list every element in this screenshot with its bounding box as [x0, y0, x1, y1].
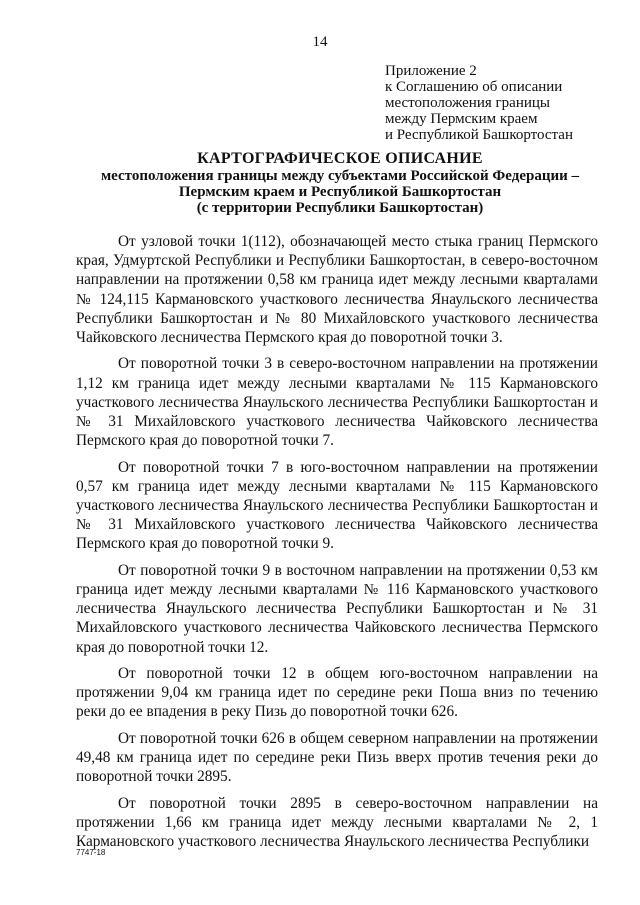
document-heading	[40, 150, 640, 216]
appendix-line: и Республикой Башкортостан	[385, 127, 573, 143]
document-body	[76, 232, 598, 858]
subtitle-line: местоположения границы между субъектами Российской Федерации –	[100, 168, 580, 184]
document-subtitle	[40, 168, 640, 216]
body-paragraph: От поворотной точки 9 в восточном направлении на протяжении 0,53 км граница идет между лесными кварталами № 116 Кармановского участкового лесничества Янаульского лесничества Республики Башкортостан и № 31 Михайловского участкового лесничества Чайковского лесничества Пермского края до поворотной точки 12.	[76, 561, 598, 656]
body-paragraph: От поворотной точки 626 в общем северном направлении на протяжении 49,48 км граница идет по середине реки Пизь вверх против течения реки до поворотной точки 2895.	[76, 729, 598, 786]
body-paragraph: От узловой точки 1(112), обозначающей место стыка границ Пермского края, Удмуртской Республики и Республики Башкортостан, в северо-восточном направлении на протяжении 0,58 км граница идет между лесными кварталами № 124,115 Кармановского участкового лесничества Янаульского лесничества Республики Башкортостан и № 80 Михайловского участкового лесничества Чайковского лесничества Пермского края до поворотной точки 3.	[76, 233, 598, 347]
appendix-line: к Соглашению об описании	[385, 79, 563, 95]
appendix-line: между Пермским краем	[385, 111, 538, 127]
document-code: 7747-18	[76, 848, 106, 857]
body-paragraph: От поворотной точки 3 в северо-восточном направлении на протяжении 1,12 км граница идет между лесными кварталами № 115 Кармановского участкового лесничества Янаульского лесничества Республики Башкортостан и № 31 Михайловского участкового лесничества Чайковского лесничества Пермского края до поворотной точки 7.	[76, 355, 598, 450]
body-paragraph: От поворотной точки 2895 в северо-восточном направлении на протяжении 1,66 км граница идет между лесными кварталами № 2, 1 Кармановского участкового лесничества Янаульского лесничества Республики	[76, 794, 598, 851]
body-paragraph: От поворотной точки 12 в общем юго-восточном направлении на протяжении 9,04 км граница идет по середине реки Поша вниз по течению реки до ее впадения в реку Пизь до поворотной точки 626.	[76, 665, 598, 721]
body-paragraph: От поворотной точки 7 в юго-восточном направлении на протяжении 0,57 км граница идет между лесными кварталами № 115 Кармановского участкового лесничества Янаульского лесничества Республики Башкортостан и № 31 Михайловского участкового лесничества Чайковского лесничества Пермского края до поворотной точки 9.	[76, 458, 598, 553]
subtitle-line: (с территории Республики Башкортостан)	[196, 200, 484, 216]
document-title: КАРТОГРАФИЧЕСКОЕ ОПИСАНИЕ	[197, 150, 483, 167]
appendix-note	[385, 63, 615, 143]
appendix-line: Приложение 2	[385, 63, 477, 79]
appendix-line: местоположения границы	[385, 95, 550, 111]
subtitle-line: Пермским краем и Республикой Башкортостан	[178, 184, 502, 200]
page-number: 14	[312, 34, 328, 50]
